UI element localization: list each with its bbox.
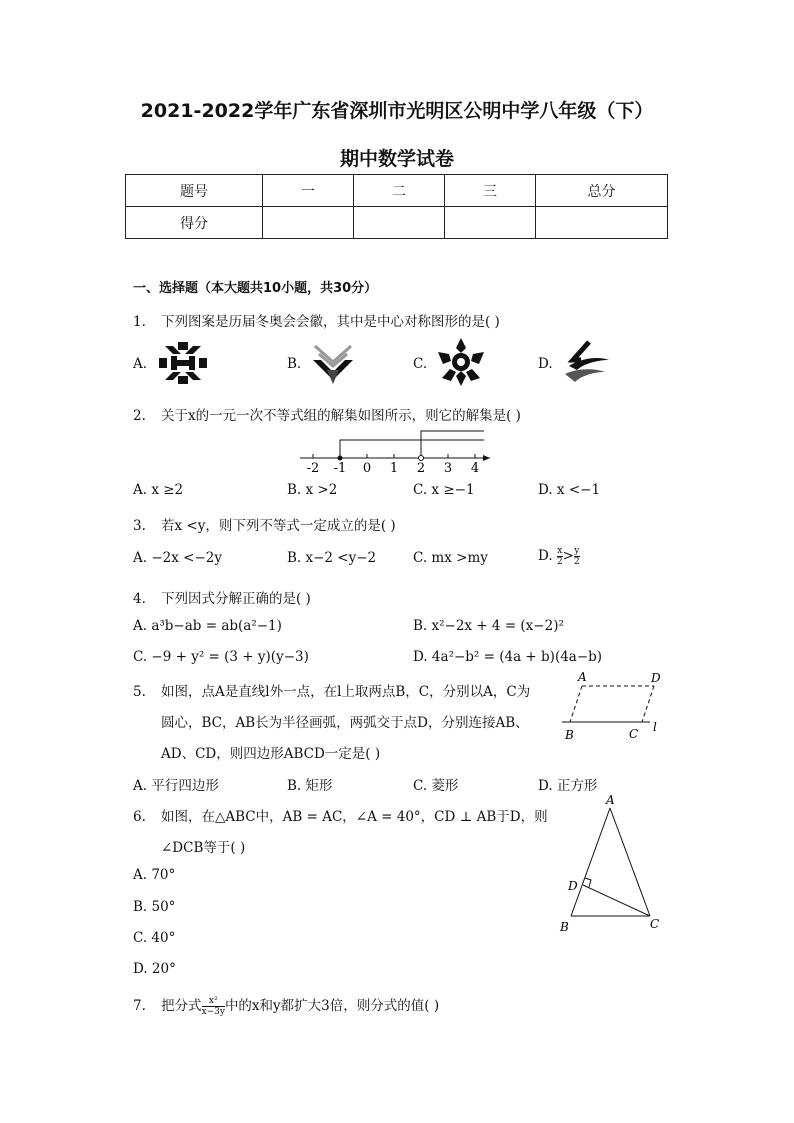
score-row-label: 得分: [126, 207, 263, 239]
option-b: B. 矩形: [287, 778, 333, 794]
section-heading: 一、选择题（本大题共10小题，共30分）: [133, 281, 378, 296]
score-header-cell: 一: [263, 175, 354, 207]
fraction: $\frac{x}{2}$: [556, 546, 563, 567]
line-label: l: [653, 720, 657, 734]
question-text: 关于x的一元一次不等式组的解集如图所示，则它的解集是( ): [161, 408, 521, 424]
point-label: C: [629, 727, 639, 741]
emblem-a-icon: [157, 340, 209, 386]
option-d: D. 20°: [133, 961, 176, 977]
score-table-header-row: [126, 175, 668, 207]
option-c: C. 40°: [133, 930, 176, 946]
tick-label: 2: [416, 461, 426, 476]
option-d-label: D.: [538, 548, 553, 564]
question-number: 7.: [133, 998, 146, 1014]
point-label: B: [565, 728, 574, 742]
question-text: 如图，点A是直线l外一点，在l上取两点B，C，分别以A，C为: [161, 684, 531, 700]
option-d: D. x <−1: [538, 482, 601, 498]
option-c: C.: [413, 356, 428, 372]
point-label: D: [568, 879, 578, 893]
question-text: 若x <y，则下列不等式一定成立的是( ): [161, 518, 396, 534]
tick-label: -2: [306, 461, 320, 476]
question-text: 中的x和y都扩大3倍，则分式的值( ): [224, 998, 440, 1014]
score-cell: [536, 207, 668, 239]
question-3: [133, 514, 396, 534]
option-d: D. 4a²−b² = (4a + b)(4a−b): [413, 649, 603, 665]
point-label: B: [560, 920, 569, 934]
score-table: [125, 174, 668, 239]
option-a: A. −2x <−2y: [133, 550, 222, 566]
option-d: D. 正方形: [538, 778, 598, 794]
tick-label: 1: [389, 461, 399, 476]
paper-title-line2: 期中数学试卷: [339, 148, 454, 170]
point-label: D: [651, 671, 661, 685]
point-label: A: [578, 670, 587, 684]
question-6: [133, 805, 548, 825]
option-b: B.: [287, 356, 302, 372]
question-number: 5.: [133, 684, 146, 700]
option-c: C. mx >my: [413, 550, 488, 566]
score-header-cell: 总分: [536, 175, 668, 207]
option-a: A. 平行四边形: [133, 778, 219, 794]
emblem-c-icon: [436, 336, 486, 388]
question-number: 4.: [133, 591, 146, 607]
question-1: [133, 310, 500, 330]
option-d: D. $\frac{x}{2}$ > $\frac{y}{2}$: [538, 546, 580, 567]
score-cell: [354, 207, 445, 239]
option-d: D.: [538, 356, 553, 372]
tick-label: 4: [470, 461, 480, 476]
option-a: A. 70°: [133, 867, 176, 883]
fraction: $\frac{\text{x²}}{x-3y}$: [201, 996, 225, 1017]
question-4: [133, 587, 311, 607]
question-text-continued: ∠DCB等于( ): [161, 840, 246, 856]
triangle-diagram: [556, 794, 666, 936]
option-b: B. x²−2x + 4 = (x−2)²: [413, 618, 564, 634]
question-text: 如图，在△ABC中，AB = AC，∠A = 40°，CD ⊥ AB于D，则: [161, 809, 548, 825]
score-cell: [263, 207, 354, 239]
score-header-cell: 三: [445, 175, 536, 207]
question-2: [133, 404, 521, 424]
question-number: 2.: [133, 408, 146, 424]
tick-label: 3: [443, 461, 453, 476]
number-line-diagram: [296, 424, 496, 476]
question-text: 把分式: [161, 998, 202, 1014]
question-number: 3.: [133, 518, 146, 534]
point-label: C: [650, 917, 660, 931]
score-table-row: [126, 207, 668, 239]
question-text-continued: AD、CD，则四边形ABCD一定是( ): [161, 746, 381, 762]
paper-title-line1: 2021-2022学年广东省深圳市光明区公明中学八年级（下）: [140, 100, 654, 122]
emblem-b-icon: [309, 340, 357, 386]
option-c: C. 菱形: [413, 778, 459, 794]
question-number: 1.: [133, 314, 146, 330]
option-b: B. 50°: [133, 899, 176, 915]
question-text-continued: 圆心，BC，AB长为半径画弧，两弧交于点D，分别连接AB、: [161, 715, 529, 731]
fraction: $\frac{y}{2}$: [573, 546, 580, 567]
question-number: 6.: [133, 809, 146, 825]
question-5: [133, 680, 530, 700]
option-a: A. a³b−ab = ab(a²−1): [133, 618, 282, 634]
option-a: A.: [133, 356, 148, 372]
emblem-d-icon: [559, 338, 611, 388]
option-c: C. x ≥−1: [413, 482, 475, 498]
score-header-cell: 题号: [126, 175, 263, 207]
option-b: B. x >2: [287, 482, 338, 498]
option-b: B. x−2 <y−2: [287, 550, 377, 566]
point-label: A: [606, 794, 615, 807]
question-text: 下列因式分解正确的是( ): [161, 591, 311, 607]
question-text: 下列图案是历届冬奥会会徽，其中是中心对称图形的是( ): [161, 314, 500, 330]
question-7: [133, 994, 439, 1017]
score-cell: [445, 207, 536, 239]
tick-label: 0: [362, 461, 372, 476]
option-a: A. x ≥2: [133, 482, 184, 498]
tick-label: -1: [333, 461, 347, 476]
option-c: C. −9 + y² = (3 + y)(y−3): [133, 649, 309, 665]
parallelogram-diagram: [558, 668, 668, 744]
score-header-cell: 二: [354, 175, 445, 207]
